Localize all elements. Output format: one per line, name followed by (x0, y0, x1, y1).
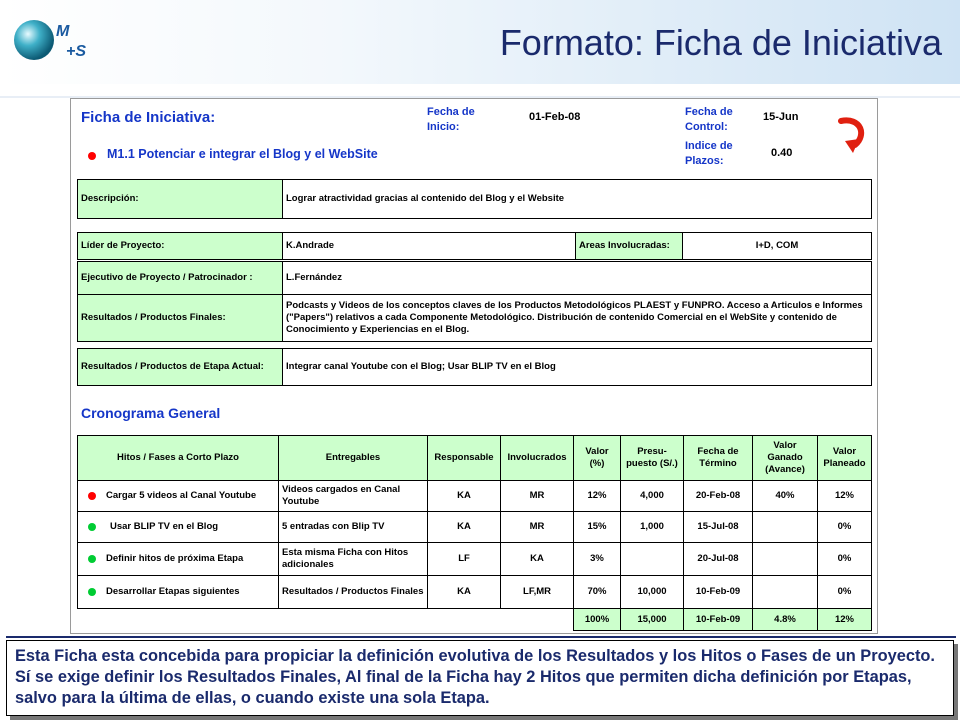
presupuesto-cell: 10,000 (620, 575, 684, 609)
total-ganado: 4.8% (752, 608, 818, 631)
entregable-cell: Resultados / Productos Finales (278, 575, 428, 609)
total-planeado: 12% (817, 608, 872, 631)
ganado-cell: 40% (752, 480, 818, 512)
initiative-name: M1.1 Potenciar e integrar el Blog y el WebSite (107, 147, 378, 161)
col-header: Valor (%) (573, 435, 621, 481)
ficha-heading: Ficha de Iniciativa: (81, 109, 216, 126)
involucrados-cell: KA (500, 542, 574, 576)
valor-cell: 70% (573, 575, 621, 609)
fecha-cell: 20-Feb-08 (683, 480, 753, 512)
ganado-cell (752, 575, 818, 609)
entregable-cell: Videos cargados en Canal Youtube (278, 480, 428, 512)
ganado-cell (752, 511, 818, 543)
hito-cell: Desarrollar Etapas siguientes (77, 575, 279, 609)
valor-cell: 3% (573, 542, 621, 576)
fecha-control-label: Fecha de Control: (685, 106, 733, 133)
hito-status-dot (88, 523, 96, 531)
hito-status-dot (88, 588, 96, 596)
entregable-cell: Esta misma Ficha con Hitos adicionales (278, 542, 428, 576)
presupuesto-cell: 1,000 (620, 511, 684, 543)
detail-value: Integrar canal Youtube con el Blog; Usar BLIP TV en el Blog (282, 348, 872, 386)
detail-value: K.Andrade (282, 232, 576, 260)
fecha-inicio-label: Fecha de Inicio: (427, 106, 475, 133)
fecha-control-value: 15-Jun (763, 111, 799, 123)
presupuesto-cell (620, 542, 684, 576)
fecha-inicio-value: 01-Feb-08 (529, 111, 581, 123)
valor-cell: 15% (573, 511, 621, 543)
responsable-cell: LF (427, 542, 501, 576)
detail-value: Lograr atractividad gracias al contenido del Blog y el Website (282, 179, 872, 219)
involucrados-cell: LF,MR (500, 575, 574, 609)
note-text: Esta Ficha esta concebida para propiciar la definición evolutiva de los Resultados y los Hitos o Fases de un Proyecto. Sí se exige definir los Resultados Finales, Al final de la Ficha hay 2 Hitos que permiten dicha definición por Etapas, salvo para la última de ellas, o cuando existe una sola Etapa. (15, 647, 935, 707)
explanation-note (6, 640, 954, 716)
indice-plazos-value: 0.40 (771, 147, 793, 159)
fecha-cell: 20-Jul-08 (683, 542, 753, 576)
hito-cell: Usar BLIP TV en el Blog (77, 511, 279, 543)
responsable-cell: KA (427, 480, 501, 512)
total-valor: 100% (573, 608, 621, 631)
ficha-sheet (70, 98, 878, 634)
involucrados-cell: MR (500, 511, 574, 543)
col-header: Entregables (278, 435, 428, 481)
initiative-status-dot (88, 152, 96, 160)
total-presupuesto: 15,000 (620, 608, 684, 631)
col-header: Hitos / Fases a Corto Plazo (77, 435, 279, 481)
ganado-cell (752, 542, 818, 576)
hito-cell: Cargar 5 videos al Canal Youtube (77, 480, 279, 512)
col-header: Valor Planeado (817, 435, 872, 481)
slide-title: Formato: Ficha de Iniciativa (499, 22, 942, 63)
areas-value: I+D, COM (682, 232, 872, 260)
detail-label: Resultados / Productos Finales: (77, 294, 283, 342)
hito-status-dot (88, 555, 96, 563)
detail-label: Líder de Proyecto: (77, 232, 283, 260)
presupuesto-cell: 4,000 (620, 480, 684, 512)
col-header: Responsable (427, 435, 501, 481)
col-header: Fecha de Término (683, 435, 753, 481)
logo-s: +S (66, 43, 87, 60)
detail-label: Ejecutivo de Proyecto / Patrocinador : (77, 261, 283, 295)
refresh-arrow-icon (831, 115, 871, 155)
total-fecha: 10-Feb-09 (683, 608, 753, 631)
entregable-cell: 5 entradas con Blip TV (278, 511, 428, 543)
col-header: Valor Ganado (Avance) (752, 435, 818, 481)
ms-logo (12, 16, 122, 72)
fecha-cell: 15-Jul-08 (683, 511, 753, 543)
detail-label: Resultados / Productos de Etapa Actual: (77, 348, 283, 386)
responsable-cell: KA (427, 575, 501, 609)
detail-label: Descripción: (77, 179, 283, 219)
fecha-cell: 10-Feb-09 (683, 575, 753, 609)
cronograma-heading: Cronograma General (81, 405, 221, 421)
valor-cell: 12% (573, 480, 621, 512)
note-divider (6, 636, 956, 638)
planeado-cell: 0% (817, 575, 872, 609)
logo-m: M (56, 23, 70, 40)
planeado-cell: 0% (817, 511, 872, 543)
detail-value: Podcasts y Videos de los conceptos claves de los Productos Metodológicos PLAEST y FUNPRO. Acceso a Articulos e Informes ("Papers") relativos a cada Componente Metodológico. Distribución de contenido Comercial en el WebSite y contenido de Conocimiento y Experiencias en el Blog. (282, 294, 872, 342)
detail-value: L.Fernández (282, 261, 872, 295)
responsable-cell: KA (427, 511, 501, 543)
planeado-cell: 0% (817, 542, 872, 576)
areas-label: Areas Involucradas: (575, 232, 683, 260)
planeado-cell: 12% (817, 480, 872, 512)
col-header: Presu-puesto (S/.) (620, 435, 684, 481)
involucrados-cell: MR (500, 480, 574, 512)
indice-plazos-label: Indice de Plazos: (685, 140, 733, 167)
hito-status-dot (88, 492, 96, 500)
hito-cell: Definir hitos de próxima Etapa (77, 542, 279, 576)
col-header: Involucrados (500, 435, 574, 481)
